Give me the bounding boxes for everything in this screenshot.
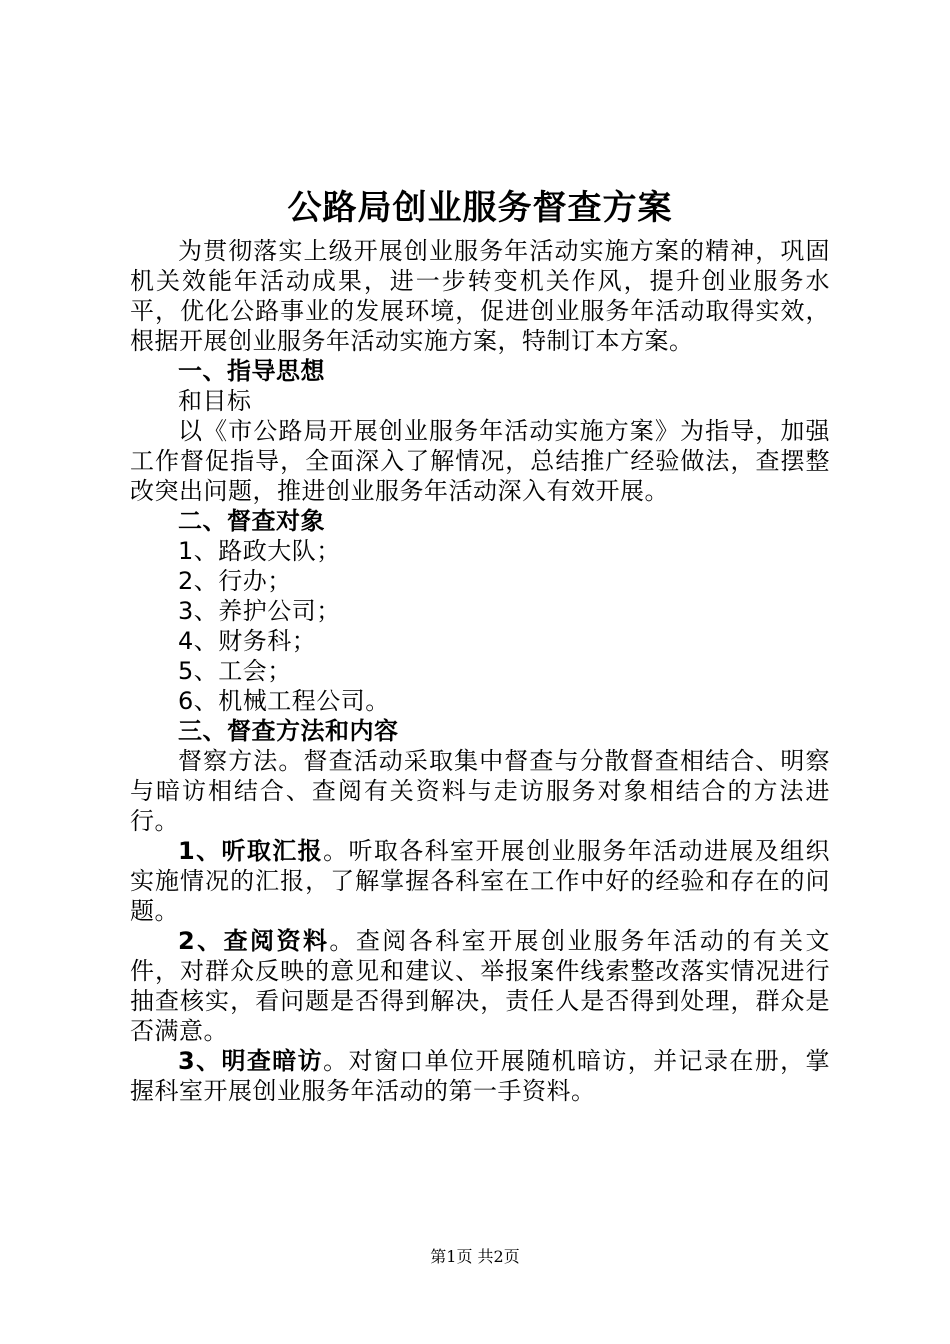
section-1-subheading: 和目标 (178, 387, 252, 415)
list-item: 2、行办； (178, 567, 292, 595)
list-item: 1、路政大队； (178, 537, 341, 565)
method-label: 1、听取汇报 (178, 837, 324, 865)
list-item: 4、财务科； (178, 627, 317, 655)
method-label: 2、查阅资料 (178, 927, 330, 955)
intro-paragraph: 为贯彻落实上级开展创业服务年活动实施方案的精神，巩固机关效能年活动成果，进一步转变机关作风，提升创业服务水平，优化公路事业的发展环境，促进创业服务年活动取得实效，根据开展创业服务年活动实施方案，特制订本方案。 (130, 237, 830, 355)
document-body (130, 180, 830, 1106)
method-label: 3、明查暗访 (178, 1047, 324, 1075)
section-1-heading: 一、指导思想 (178, 357, 325, 385)
list-item: 5、工会； (178, 657, 292, 685)
method-text: 。对窗口单位开展随机暗访，并记录在册，掌握科室开展创业服务年活动的第一手资料。 (130, 1047, 831, 1105)
section-3-intro: 督察方法。督查活动采取集中督查与分散督查相结合、明察与暗访相结合、查阅有关资料与走访服务对象相结合的方法进行。 (130, 747, 830, 835)
section-1-body: 以《市公路局开展创业服务年活动实施方案》为指导，加强工作督促指导，全面深入了解情况，总结推广经验做法，查摆整改突出问题，推进创业服务年活动深入有效开展。 (130, 417, 830, 505)
section-3-heading: 三、督查方法和内容 (178, 717, 399, 745)
method-text: 。听取各科室开展创业服务年活动进展及组织实施情况的汇报，了解掌握各科室在工作中好的经验和存在的问题。 (130, 837, 831, 925)
page-footer: 第1页 共2页 (430, 1247, 520, 1266)
document-title: 公路局创业服务督查方案 (287, 188, 673, 228)
method-paragraph (130, 1046, 830, 1106)
method-text: 。查阅各科室开展创业服务年活动的有关文件，对群众反映的意见和建议、举报案件线索整改落实情况进行抽查核实，看问题是否得到解决，责任人是否得到处理，群众是否满意。 (130, 927, 831, 1045)
list-item: 6、机械工程公司。 (178, 687, 390, 715)
list-item: 3、养护公司； (178, 597, 341, 625)
method-paragraph (130, 836, 830, 926)
method-paragraph (130, 926, 830, 1046)
section-2-heading: 二、督查对象 (178, 507, 325, 535)
